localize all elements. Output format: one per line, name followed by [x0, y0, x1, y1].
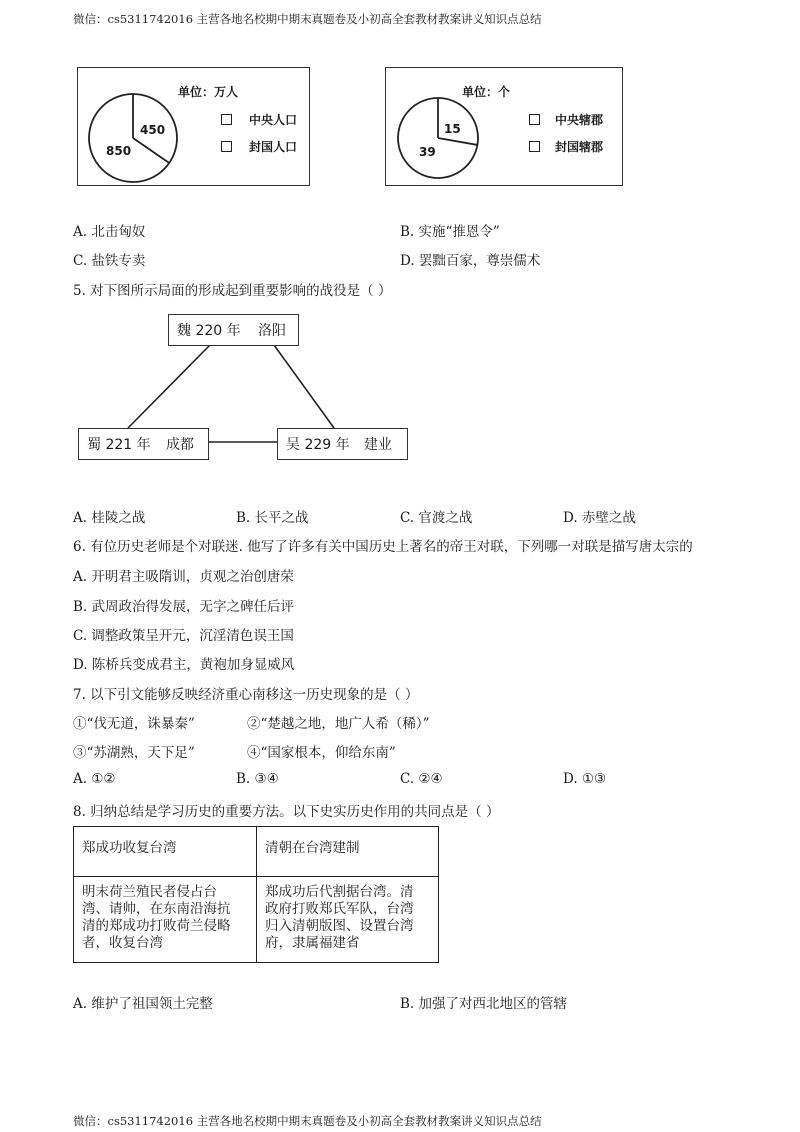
- q6-option-a: A. 开明君主吸隋训，贞观之治创唐荣: [73, 569, 294, 585]
- table-header-cell: 郑成功收复台湾: [74, 827, 257, 877]
- legend-label-central: 中央辖郡: [555, 113, 604, 127]
- q5-option-d: D. 赤壁之战: [563, 510, 636, 526]
- wei-capital: 洛阳: [258, 323, 286, 339]
- q7-option-d: D. ①③: [563, 771, 607, 787]
- q4-option-c: C. 盐铁专卖: [73, 253, 146, 269]
- legend-label-fief: 封国辖郡: [555, 140, 604, 154]
- cell-line: 归入清朝版图、设置台湾: [265, 918, 414, 934]
- chart-unit-label: 单位：个: [462, 85, 511, 99]
- wei-box: [168, 314, 299, 346]
- q4-option-a: A. 北击匈奴: [73, 224, 146, 240]
- q7-statement-2: ②“楚越之地，地广人希（稀）”: [247, 716, 430, 732]
- wu-capital: 建业: [364, 437, 392, 453]
- shu-capital: 成都: [166, 437, 194, 453]
- cell-line: 清的郑成功打败荷兰侵略: [82, 918, 231, 934]
- q6-option-b: B. 武周政治得发展，无字之碑任后评: [73, 599, 295, 615]
- q5-stem: 5. 对下图所示局面的形成起到重要影响的战役是（ ）: [73, 283, 392, 299]
- q7-option-a: A. ①②: [73, 771, 116, 787]
- table-row: [74, 877, 439, 963]
- q7-option-b: B. ③④: [236, 771, 279, 787]
- legend-label-central: 中央人口: [249, 113, 298, 127]
- cell-line: 明末荷兰殖民者侵占台: [82, 884, 217, 900]
- q7-statement-4: ④“国家根本，仰给东南”: [247, 745, 396, 761]
- page-header: 微信：cs5311742016 主营各地名校期中期末真题卷及小初高全套教材教案讲义知识点总结: [73, 12, 542, 26]
- pie-slice-label-fief: 850: [106, 144, 132, 158]
- three-kingdoms-connectors: [0, 0, 800, 480]
- q8-stem: 8. 归纳总结是学习历史的重要方法。以下史实历史作用的共同点是（ ）: [73, 804, 500, 820]
- q4-option-b: B. 实施“推恩令”: [400, 224, 500, 240]
- q8-option-b: B. 加强了对西北地区的管辖: [400, 996, 568, 1012]
- table-cell: [257, 877, 439, 963]
- cell-line: 府，隶属福建省: [265, 935, 360, 951]
- q4-option-d: D. 罢黜百家，尊崇儒术: [400, 253, 541, 269]
- q8-option-a: A. 维护了祖国领土完整: [73, 996, 213, 1012]
- pie-slice-label-fief: 39: [419, 145, 436, 159]
- cell-line: 政府打败郑氏军队，台湾: [265, 901, 414, 917]
- table-cell: [74, 877, 257, 963]
- shu-box: [78, 428, 209, 460]
- chart-unit-label: 单位：万人: [178, 85, 239, 99]
- q5-option-c: C. 官渡之战: [400, 510, 473, 526]
- pie-slice-label-central: 450: [140, 123, 166, 137]
- q5-option-a: A. 桂陵之战: [73, 510, 146, 526]
- shu-state: 蜀 221 年: [87, 437, 151, 453]
- legend-label-fief: 封国人口: [249, 140, 298, 154]
- q6-option-d: D. 陈桥兵变成君主，黄袍加身显威风: [73, 657, 295, 673]
- page-footer: 微信：cs5311742016 主营各地名校期中期末真题卷及小初高全套教材教案讲义知识点总结: [73, 1114, 542, 1128]
- q7-statement-3: ③“苏湖熟，天下足”: [73, 745, 195, 761]
- cell-line: 湾、请帅，在东南沿海抗: [82, 901, 231, 917]
- q7-stem: 7. 以下引文能够反映经济重心南移这一历史现象的是（ ）: [73, 687, 419, 703]
- table-header-cell: 清朝在台湾建制: [257, 827, 439, 877]
- wu-box: [277, 428, 408, 460]
- q7-option-c: C. ②④: [400, 771, 443, 787]
- q6-stem: 6. 有位历史老师是个对联迷. 他写了许多有关中国历史上著名的帝王对联，下列哪一对联是描写唐太宗的: [73, 539, 693, 555]
- wu-state: 吴 229 年: [286, 437, 350, 453]
- q7-statement-1: ①“伐无道，诛暴秦”: [73, 716, 195, 732]
- q5-option-b: B. 长平之战: [236, 510, 309, 526]
- q6-option-c: C. 调整政策呈开元，沉淫清色误王国: [73, 628, 294, 644]
- table-header-row: [74, 827, 439, 877]
- cell-line: 者，收复台湾: [82, 935, 163, 951]
- q8-comparison-table: [73, 826, 439, 963]
- cell-line: 郑成功后代割据台湾。清: [265, 884, 414, 900]
- wei-state: 魏 220 年: [177, 323, 241, 339]
- pie-slice-label-central: 15: [444, 122, 461, 136]
